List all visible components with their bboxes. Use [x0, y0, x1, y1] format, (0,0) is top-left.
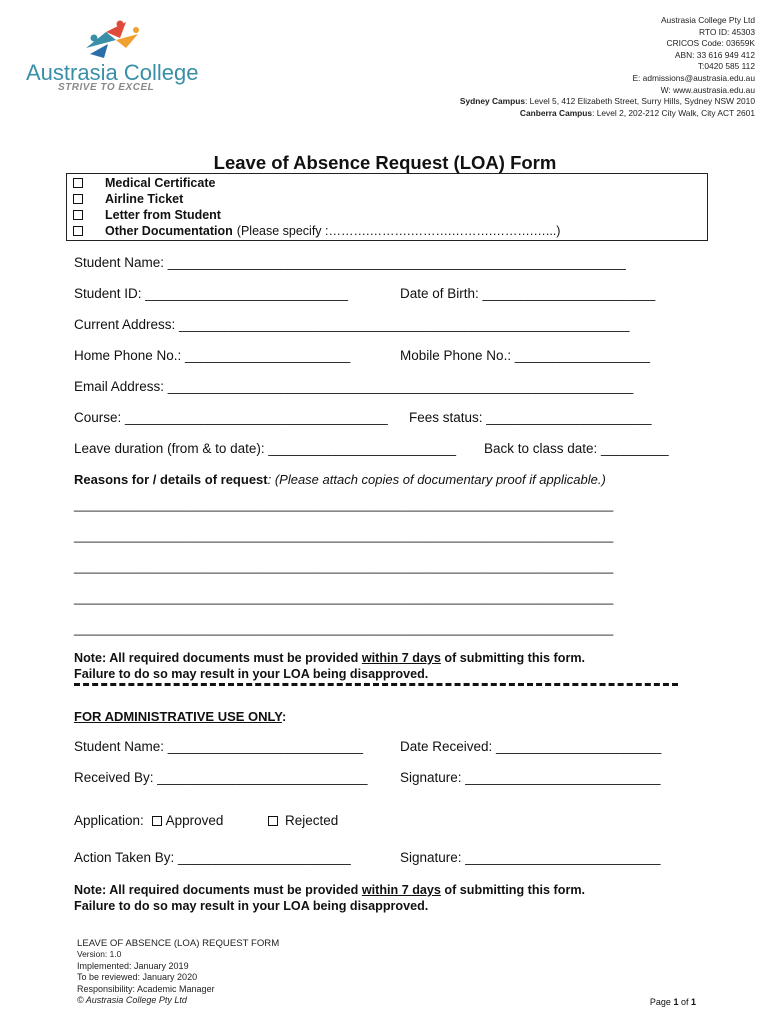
email-address-field[interactable]: Email Address: ______________________________________________________________: [74, 379, 634, 394]
contact-email: E: admissions@austrasia.edu.au: [632, 72, 755, 83]
back-to-class-field[interactable]: Back to class date: _________: [484, 441, 669, 456]
approved-checkbox[interactable]: [152, 816, 162, 826]
contact-website: W: www.austrasia.edu.au: [660, 84, 755, 95]
other-specify-field[interactable]: (Please specify :……….……….……….……….……….…...): [236, 224, 561, 238]
reasons-heading: Reasons for / details of request: (Please attach copies of documentary proof if applicable.): [74, 472, 606, 487]
doc-label: Other Documentation: [105, 224, 233, 238]
sydney-campus: Sydney Campus: Level 5, 412 Elizabeth Street, Surry Hills, Sydney NSW 2010: [459, 96, 755, 107]
reason-line[interactable]: _____________________________________________________________________________: [74, 498, 614, 512]
admin-student-name-field[interactable]: Student Name: __________________________: [74, 739, 364, 754]
fees-status-field[interactable]: Fees status: ______________________: [409, 410, 652, 425]
received-by-field[interactable]: Received By: ____________________________: [74, 770, 368, 785]
page-number: Page 1 of 1: [649, 997, 696, 1007]
signature-field[interactable]: Signature: __________________________: [400, 770, 661, 785]
signature-field-2[interactable]: Signature: __________________________: [400, 850, 661, 865]
footer-review: To be reviewed: January 2020: [77, 972, 198, 983]
contact-company: Austrasia College Pty Ltd: [660, 15, 755, 25]
current-address-field[interactable]: Current Address: ____________________________________________________________: [74, 317, 630, 332]
action-taken-field[interactable]: Action Taken By: _______________________: [74, 850, 351, 865]
date-of-birth-field[interactable]: Date of Birth: _______________________: [400, 286, 656, 301]
footer-title: LEAVE OF ABSENCE (LOA) REQUEST FORM: [77, 938, 280, 949]
student-name-field[interactable]: Student Name: _____________________________________________________________: [74, 255, 626, 270]
submission-note-2: Note: All required documents must be provided within 7 days of submitting this form. Failure to do so may result in your LOA being disapproved.: [74, 883, 586, 913]
doc-label: Medical Certificate: [105, 176, 216, 190]
college-logo: [26, 18, 206, 98]
doc-letter-from-student: [73, 207, 701, 223]
doc-label: Airline Ticket: [105, 192, 184, 206]
contact-block: [460, 15, 755, 119]
doc-medical-certificate: [73, 175, 701, 191]
contact-cricos: CRICOS Code: 03659K: [666, 38, 755, 49]
reason-line[interactable]: _____________________________________________________________________________: [74, 591, 614, 605]
rejected-label: Rejected: [285, 813, 339, 828]
reason-line[interactable]: _____________________________________________________________________________: [74, 560, 614, 574]
section-divider: [74, 683, 678, 687]
form-title: Leave of Absence Request (LOA) Form: [213, 152, 557, 173]
application-status: [74, 813, 223, 828]
other-documentation-checkbox[interactable]: [73, 226, 83, 236]
rejected-checkbox[interactable]: [268, 816, 278, 826]
application-label: Application:: [74, 813, 144, 828]
document-footer: [77, 938, 279, 1006]
doc-airline-ticket: [73, 191, 701, 207]
home-phone-field[interactable]: Home Phone No.: ______________________: [74, 348, 351, 363]
reason-line[interactable]: _____________________________________________________________________________: [74, 622, 614, 636]
student-id-field[interactable]: Student ID: ___________________________: [74, 286, 349, 301]
letter-checkbox[interactable]: [73, 210, 83, 220]
rejected-option: [268, 813, 338, 828]
airline-ticket-checkbox[interactable]: [73, 194, 83, 204]
college-tagline: STRIVE TO EXCEL: [58, 82, 155, 93]
footer-responsibility: Responsibility: Academic Manager: [77, 983, 215, 994]
submission-note: Note: All required documents must be provided within 7 days of submitting this form. Failure to do so may result in your LOA being disapproved.: [74, 651, 586, 681]
doc-other-documentation: [73, 223, 701, 239]
date-received-field[interactable]: Date Received: ______________________: [400, 739, 662, 754]
contact-phone: T:0420 585 112: [697, 61, 755, 72]
admin-heading: FOR ADMINISTRATIVE USE ONLY:: [74, 709, 287, 724]
contact-rto: RTO ID: 45303: [698, 26, 755, 37]
college-name: Austrasia College: [26, 60, 199, 85]
leave-duration-field[interactable]: Leave duration (from & to date): _________________________: [74, 441, 457, 456]
approved-label: Approved: [165, 813, 224, 828]
course-field[interactable]: Course: ___________________________________: [74, 410, 388, 425]
logo-figures-icon: [76, 18, 146, 62]
medical-certificate-checkbox[interactable]: [73, 178, 83, 188]
contact-abn: ABN: 33 616 949 412: [674, 49, 755, 60]
documents-checklist: [66, 173, 708, 241]
mobile-phone-field[interactable]: Mobile Phone No.: __________________: [400, 348, 650, 363]
doc-label: Letter from Student: [105, 208, 221, 222]
footer-implemented: Implemented: January 2019: [77, 960, 189, 971]
canberra-campus: Canberra Campus: Level 2, 202-212 City Walk, City ACT 2601: [519, 107, 755, 118]
footer-copyright: © Austrasia College Pty Ltd: [77, 995, 187, 1006]
reason-line[interactable]: _____________________________________________________________________________: [74, 529, 614, 543]
footer-version: Version: 1.0: [77, 949, 122, 960]
